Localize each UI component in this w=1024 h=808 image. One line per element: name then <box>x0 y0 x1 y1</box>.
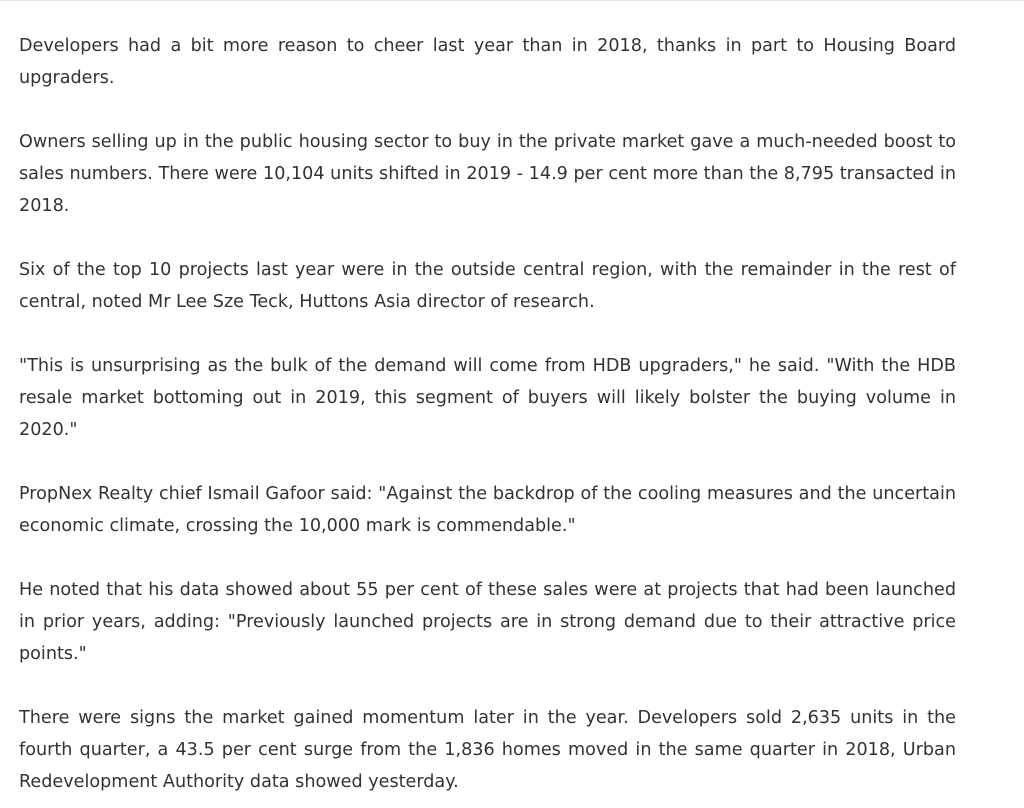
article-body <box>19 30 956 798</box>
article-paragraph-4: "This is unsurprising as the bulk of the demand will come from HDB upgraders," he said. "With the HDB resale market bottoming out in 2019, this segment of buyers will likely bolster the buying volume in 2020." <box>19 356 956 440</box>
article-paragraph-1: Developers had a bit more reason to cheer last year than in 2018, thanks in part to Housing Board upgraders. <box>19 36 956 88</box>
article-paragraph-2: Owners selling up in the public housing sector to buy in the private market gave a much-needed boost to sales numbers. There were 10,104 units shifted in 2019 - 14.9 per cent more than the 8,795 transacted in 2018. <box>19 132 956 216</box>
article-paragraph-5: PropNex Realty chief Ismail Gafoor said: "Against the backdrop of the cooling measures and the uncertain economic climate, crossing the 10,000 mark is commendable." <box>19 484 956 536</box>
article-paragraph-6: He noted that his data showed about 55 per cent of these sales were at projects that had been launched in prior years, adding: "Previously launched projects are in strong demand due to their attractive price points." <box>19 580 956 664</box>
article-paragraph-7: There were signs the market gained momentum later in the year. Developers sold 2,635 units in the fourth quarter, a 43.5 per cent surge from the 1,836 homes moved in the same quarter in 2018, Urban Redevelopment Authority data showed yesterday. <box>19 708 956 792</box>
top-divider <box>0 0 1024 1</box>
article-paragraph-3: Six of the top 10 projects last year were in the outside central region, with the remainder in the rest of central, noted Mr Lee Sze Teck, Huttons Asia director of research. <box>19 260 956 312</box>
